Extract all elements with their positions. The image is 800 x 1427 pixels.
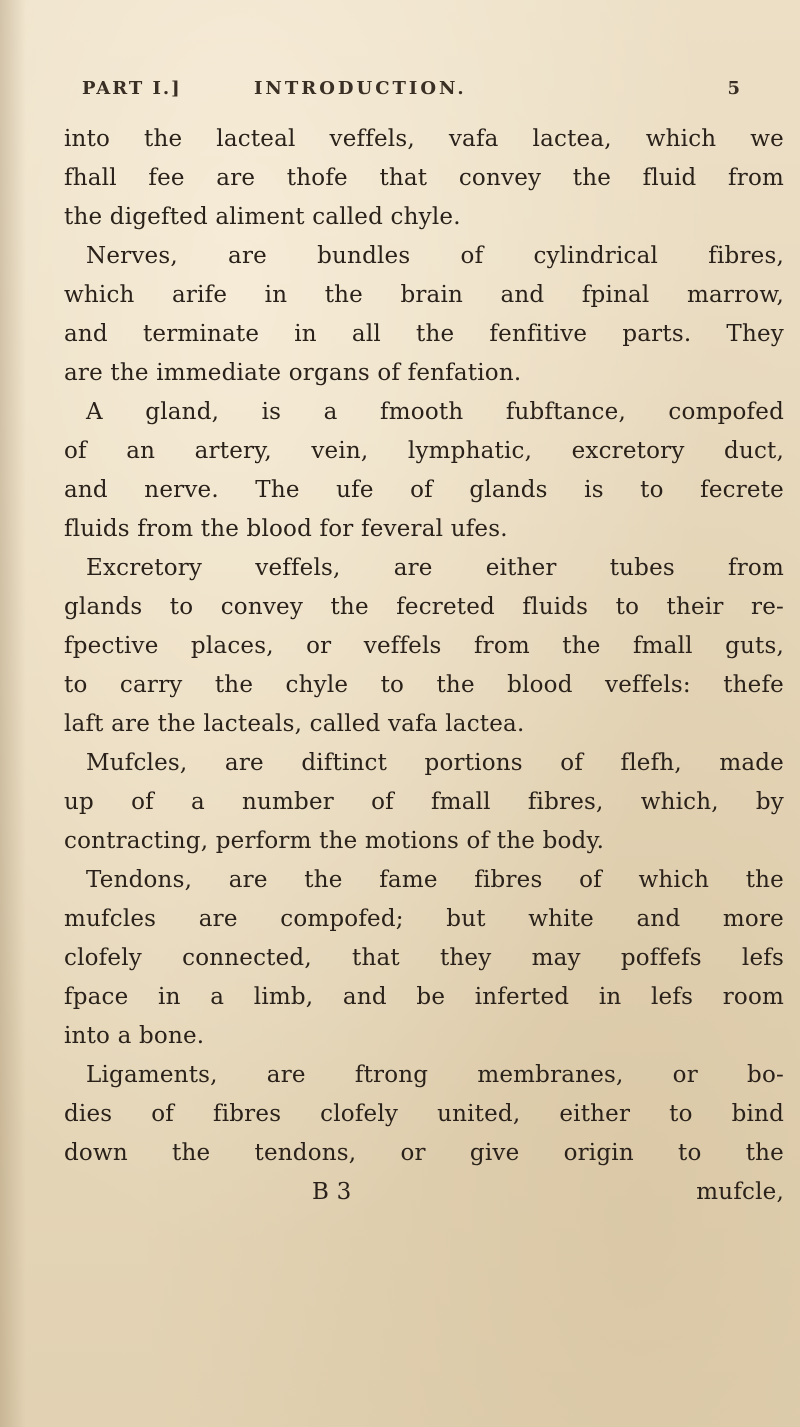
header-part: PART I.] <box>82 78 182 99</box>
text-line: are the immediate organs of fenfation. <box>64 360 522 386</box>
signature-mark: B 3 <box>312 1179 352 1205</box>
gutter-shadow <box>0 0 26 1427</box>
footer-line <box>64 1173 784 1212</box>
text-line: fpective places, or veffels from the fmall guts, <box>64 633 784 659</box>
text-line: mufcles are compofed; but white and more <box>64 906 784 932</box>
text-line: up of a number of fmall fibres, which, by <box>64 789 784 815</box>
text-line: fpace in a limb, and be inferted in lefs room <box>64 984 784 1010</box>
text-line: the digefted aliment called chyle. <box>64 204 461 230</box>
text-line: glands to convey the fecreted fluids to their re- <box>64 594 784 620</box>
page-number: 5 <box>727 78 742 99</box>
text-line: which arife in the brain and fpinal marrow, <box>64 282 784 308</box>
text-line: into the lacteal veffels, vafa lactea, which we <box>64 126 784 152</box>
text-line: and nerve. The ufe of glands is to fecrete <box>64 477 784 503</box>
text-line: fhall fee are thofe that convey the fluid from <box>64 165 784 191</box>
text-line: Nerves, are bundles of cylindrical fibres, <box>86 243 784 269</box>
body-text <box>64 120 784 1212</box>
text-line: into a bone. <box>64 1023 205 1049</box>
text-line: and terminate in all the fenfitive parts. They <box>64 321 784 347</box>
text-line: A gland, is a fmooth fubftance, compofed <box>86 399 784 425</box>
text-line: Tendons, are the fame fibres of which the <box>86 867 784 893</box>
running-header <box>82 78 742 108</box>
text-line: laft are the lacteals, called vafa lactea. <box>64 711 525 737</box>
text-line: contracting, perform the motions of the body. <box>64 828 605 854</box>
header-title: INTRODUCTION. <box>254 78 467 99</box>
text-line: Mufcles, are diftinct portions of flefh, made <box>86 750 784 776</box>
text-line: down the tendons, or give origin to the <box>64 1140 784 1166</box>
text-line: Excretory veffels, are either tubes from <box>86 555 784 581</box>
text-line: of an artery, vein, lymphatic, excretory duct, <box>64 438 784 464</box>
text-line: Ligaments, are ftrong membranes, or bo- <box>86 1062 784 1088</box>
text-line: to carry the chyle to the blood veffels: thefe <box>64 672 784 698</box>
text-line: fluids from the blood for feveral ufes. <box>64 516 508 542</box>
text-line: clofely connected, that they may poffefs lefs <box>64 945 784 971</box>
text-line: dies of fibres clofely united, either to bind <box>64 1101 784 1127</box>
catchword: mufcle, <box>696 1179 784 1205</box>
